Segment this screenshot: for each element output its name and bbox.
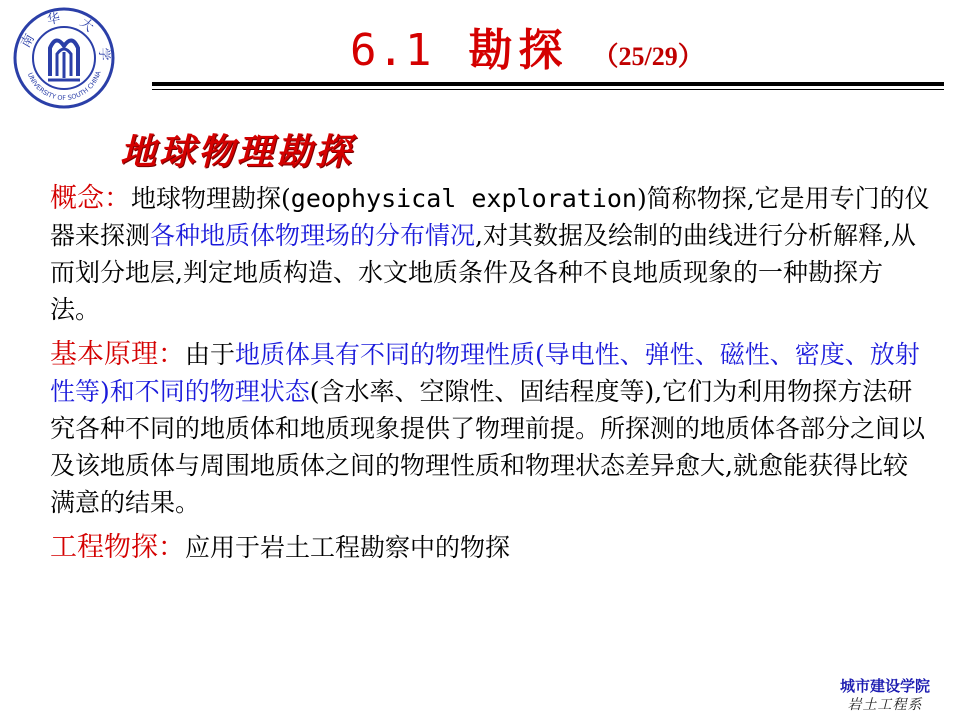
title-divider-thin: [152, 89, 944, 90]
concept-paragraph: [50, 180, 930, 328]
concept-text-1: 地球物理勘探(: [131, 184, 291, 213]
slide-body: [50, 180, 930, 574]
concept-label: 概念：: [50, 183, 131, 214]
principle-highlight: 地质体具有不同的物理性质(导电性、弹性、磁性、密度、放射性等)和不同的物理状态: [50, 340, 920, 406]
principle-text-1: 由于: [185, 340, 236, 369]
section-title: 勘探: [468, 25, 569, 76]
university-logo: [12, 6, 116, 110]
svg-text:UNIVERSITY OF SOUTH CHINA: UNIVERSITY OF SOUTH CHINA: [25, 69, 103, 103]
svg-text:南 华 大 学: 南 华 大 学: [18, 9, 112, 68]
concept-text-2: )简称物探,它是用专门的仪器来探测: [50, 184, 930, 250]
page-indicator: （25/29）: [592, 42, 704, 71]
concept-text-3: ,对其数据及绘制的曲线进行分析解释,从而划分地层,判定地质构造、水文地质条件及各种不良地质现象的一种勘探方法。: [50, 221, 916, 324]
engineering-text: 应用于岩土工程勘察中的物探: [185, 533, 511, 562]
engineering-paragraph: [50, 529, 930, 566]
principle-text-2: (含水率、空隙性、固结程度等),它们为利用物探方法研究各种不同的地质体和地质现象提供了物理前提。所探测的地质体各部分之间以及该地质体与周围地质体之间的物理性质和物理状态差异愈大,就愈能获得比较满意的结果。: [50, 377, 926, 517]
concept-text-english: geophysical exploration: [290, 184, 637, 213]
subtitle: 地球物理勘探: [120, 131, 355, 173]
engineering-label: 工程物探：: [50, 532, 185, 563]
concept-highlight: 各种地质体物理场的分布情况: [150, 221, 476, 250]
university-seal-icon: [12, 6, 116, 110]
principle-label: 基本原理：: [50, 339, 185, 370]
title-divider-thick: [152, 82, 944, 86]
principle-paragraph: [50, 336, 930, 521]
footer-school: 城市建设学院: [839, 677, 930, 695]
footer: [840, 676, 930, 714]
section-number: 6.1: [350, 25, 433, 76]
slide-title: [350, 14, 704, 74]
footer-department: 岩土工程系: [847, 697, 923, 713]
